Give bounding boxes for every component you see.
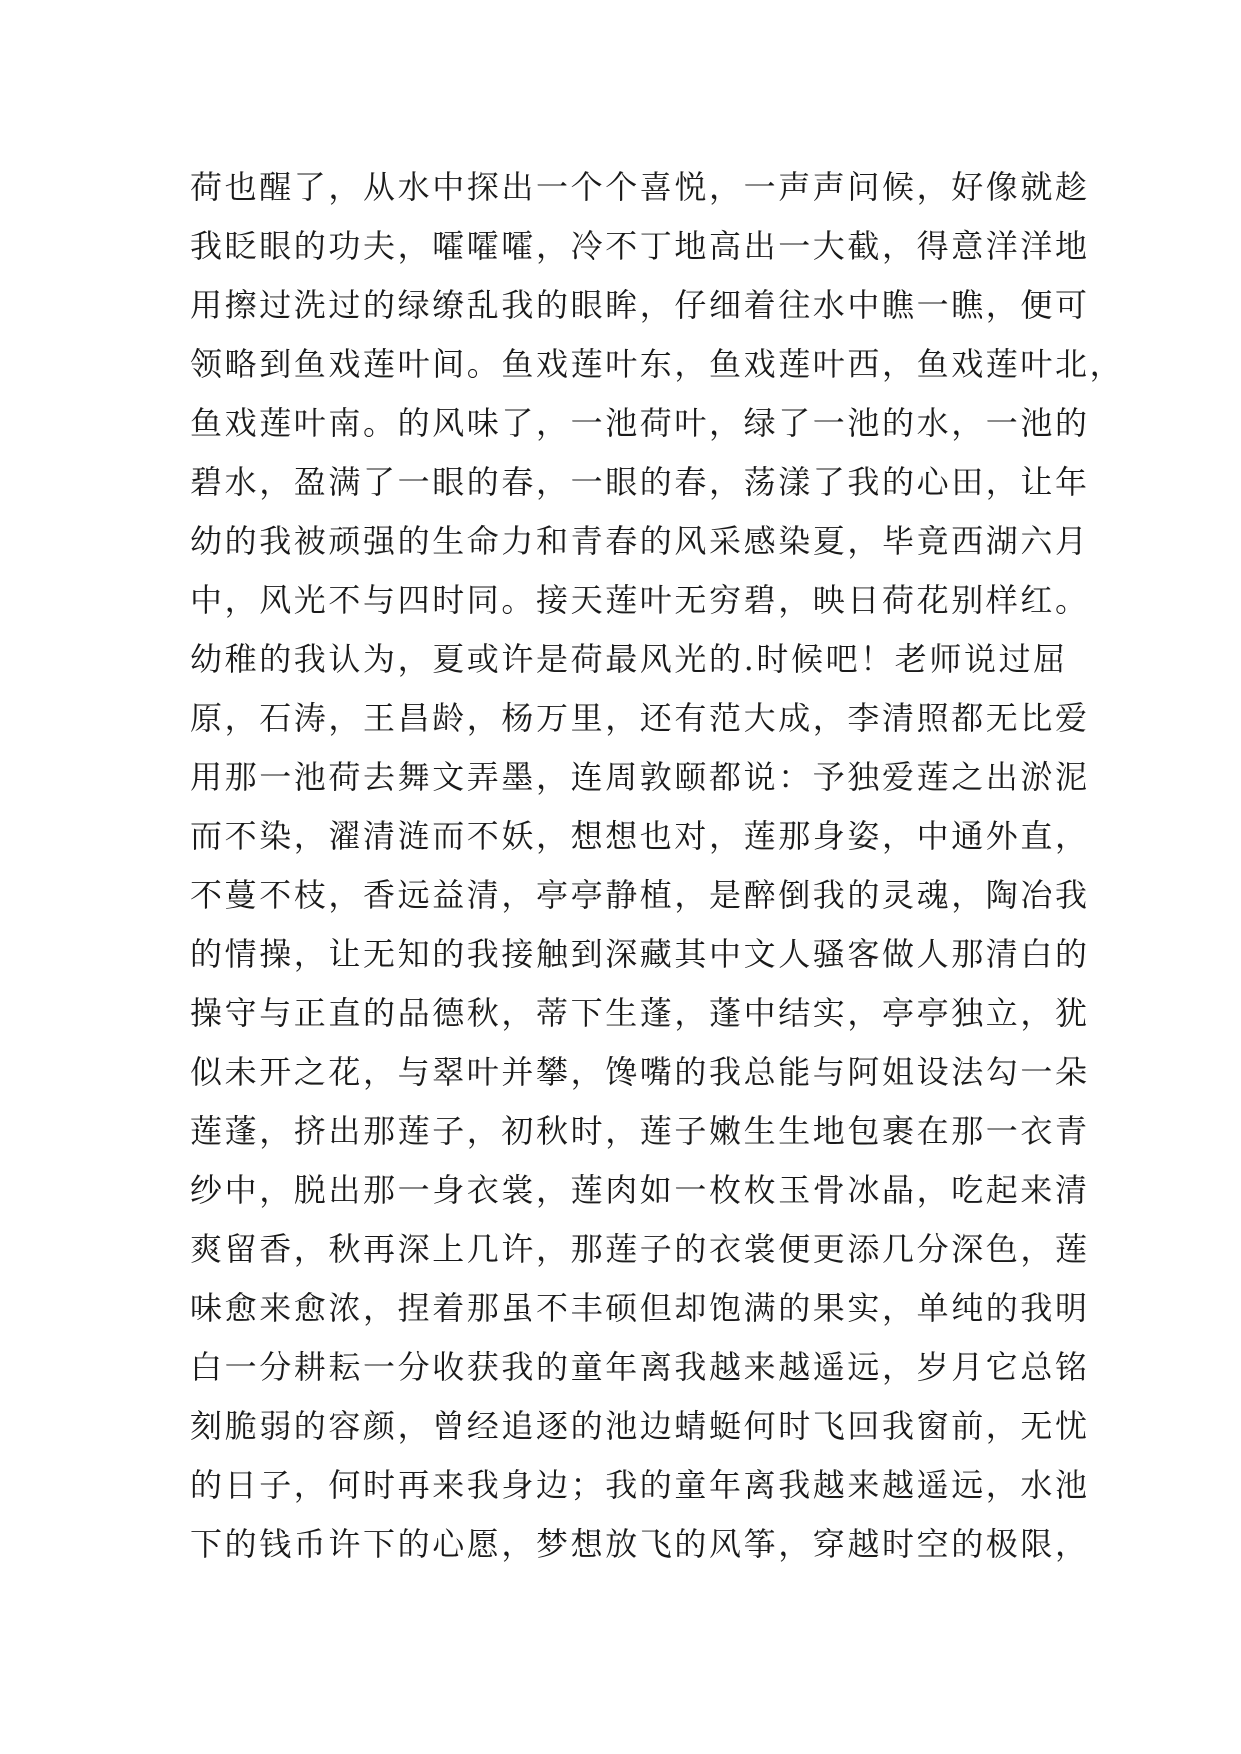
text-line: 而不染，濯清涟而不妖，想想也对，莲那身姿，中通外直，	[190, 817, 1090, 855]
text-line: 用擦过洗过的绿缭乱我的眼眸，仔细着往水中瞧一瞧，便可	[190, 286, 1090, 324]
text-line: 的日子，何时再来我身边；我的童年离我越来越遥远，水池	[190, 1466, 1090, 1504]
text-line: 我眨眼的功夫，嚯嚯嚯，冷不丁地高出一大截，得意洋洋地	[190, 227, 1090, 265]
text-line: 爽留香，秋再深上几许，那莲子的衣裳便更添几分深色，莲	[190, 1230, 1090, 1268]
text-line: 幼的我被顽强的生命力和青春的风采感染夏，毕竟西湖六月	[190, 522, 1090, 560]
text-line: 幼稚的我认为，夏或许是荷最风光的.时候吧！老师说过屈	[190, 640, 1068, 678]
text-line: 原，石涛，王昌龄，杨万里，还有范大成，李清照都无比爱	[190, 699, 1090, 737]
text-line: 刻脆弱的容颜，曾经追逐的池边蜻蜓何时飞回我窗前，无忧	[190, 1407, 1090, 1445]
text-line: 领略到鱼戏莲叶间。鱼戏莲叶东，鱼戏莲叶西，鱼戏莲叶北，	[190, 345, 1125, 383]
text-line: 鱼戏莲叶南。的风味了，一池荷叶，绿了一池的水，一池的	[190, 404, 1090, 442]
text-line: 下的钱币许下的心愿，梦想放飞的风筝，穿越时空的极限，	[190, 1525, 1090, 1563]
text-line: 似未开之花，与翠叶并攀，馋嘴的我总能与阿姐设法勾一朵	[190, 1053, 1090, 1091]
text-line: 荷也醒了，从水中探出一个个喜悦，一声声问候，好像就趁	[190, 168, 1090, 206]
text-line: 味愈来愈浓，捏着那虽不丰硕但却饱满的果实，单纯的我明	[190, 1289, 1090, 1327]
text-line: 白一分耕耘一分收获我的童年离我越来越遥远，岁月它总铭	[190, 1348, 1090, 1386]
text-line: 纱中，脱出那一身衣裳，莲肉如一枚枚玉骨冰晶，吃起来清	[190, 1171, 1090, 1209]
body-text	[190, 158, 1125, 1574]
text-line: 操守与正直的品德秋，蒂下生蓬，蓬中结实，亭亭独立，犹	[190, 994, 1090, 1032]
text-line: 莲蓬，挤出那莲子，初秋时，莲子嫩生生地包裹在那一衣青	[190, 1112, 1090, 1150]
text-line: 中，风光不与四时同。接天莲叶无穷碧，映日荷花别样红。	[190, 581, 1090, 619]
text-line: 碧水，盈满了一眼的春，一眼的春，荡漾了我的心田，让年	[190, 463, 1090, 501]
text-line: 的情操，让无知的我接触到深藏其中文人骚客做人那清白的	[190, 935, 1090, 973]
text-line: 用那一池荷去舞文弄墨，连周敦颐都说：予独爱莲之出淤泥	[190, 758, 1090, 796]
text-line: 不蔓不枝，香远益清，亭亭静植，是醉倒我的灵魂，陶冶我	[190, 876, 1090, 914]
